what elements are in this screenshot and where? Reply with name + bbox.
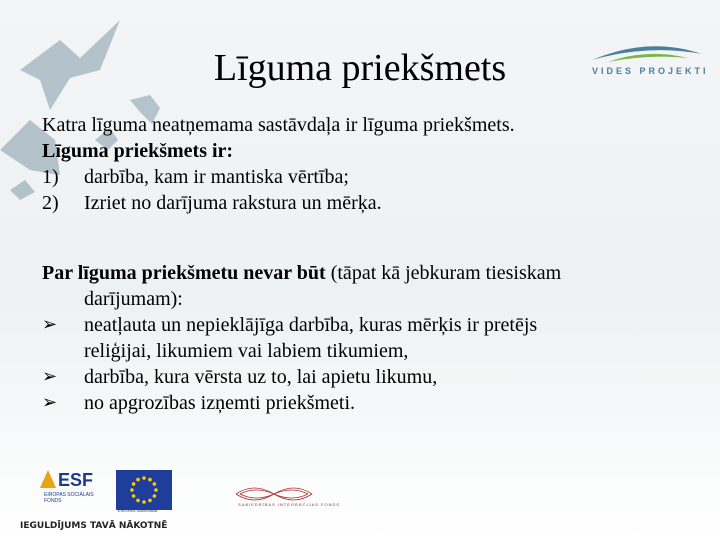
arrow-bullet-icon: ➢ xyxy=(42,314,58,335)
logo-text: VIDES PROJEKTI xyxy=(592,66,709,76)
cannot-be-heading xyxy=(42,260,682,286)
list-item xyxy=(42,390,682,416)
arrow-bullet-icon: ➢ xyxy=(42,366,58,387)
item-text: darbība, kam ir mantiska vērtība; xyxy=(84,166,349,188)
esf-subtitle: EIROPAS SOCIĀLAIS FONDS xyxy=(44,492,94,504)
list-item xyxy=(42,364,682,390)
bullet-line: reliģijai, likumiem vai labiem tikumiem, xyxy=(84,340,409,362)
slide-title: Līguma priekšmets xyxy=(213,47,507,89)
item-text: Izriet no darījuma rakstura un mērķa. xyxy=(84,192,382,214)
footer-logos xyxy=(38,468,341,513)
eu-flag-icon xyxy=(116,470,172,510)
fund-caption: SABIEDRĪBAS INTEGRĀCIJAS FONDS xyxy=(238,502,341,507)
bullet-line: darbība, kura vērsta uz to, lai apietu likumu, xyxy=(84,366,438,388)
subject-heading: Līguma priekšmets ir: xyxy=(42,140,234,162)
cannot-be-bold: Par līguma priekšmetu nevar būt xyxy=(42,262,326,284)
bullet-line: neatļauta un nepieklājīga darbība, kuras mērķis ir pretējs xyxy=(84,314,538,336)
esf-logo xyxy=(38,468,102,512)
arrow-bullet-icon: ➢ xyxy=(42,392,58,413)
cannot-be-rest: (tāpat kā jebkuram tiesiskam xyxy=(325,262,562,284)
intro-text: Katra līguma neatņemama sastāvdaļa ir līguma priekšmets. xyxy=(42,114,515,136)
item-number: 1) xyxy=(42,166,59,188)
esf-mark: ESF xyxy=(58,470,94,490)
item-number: 2) xyxy=(42,192,59,214)
slide-content xyxy=(42,112,682,416)
cannot-be-continuation: darījumam): xyxy=(84,288,183,310)
bullet-line: no apgrozības izņemti priekšmeti. xyxy=(84,392,356,414)
numbered-item xyxy=(42,164,682,190)
eu-caption: EIROPAS SAVIENĪBA xyxy=(118,508,158,513)
list-item xyxy=(42,312,682,364)
footer-tagline: IEGULDĪJUMS TAVĀ NĀKOTNĒ xyxy=(20,521,168,531)
numbered-item xyxy=(42,190,682,216)
